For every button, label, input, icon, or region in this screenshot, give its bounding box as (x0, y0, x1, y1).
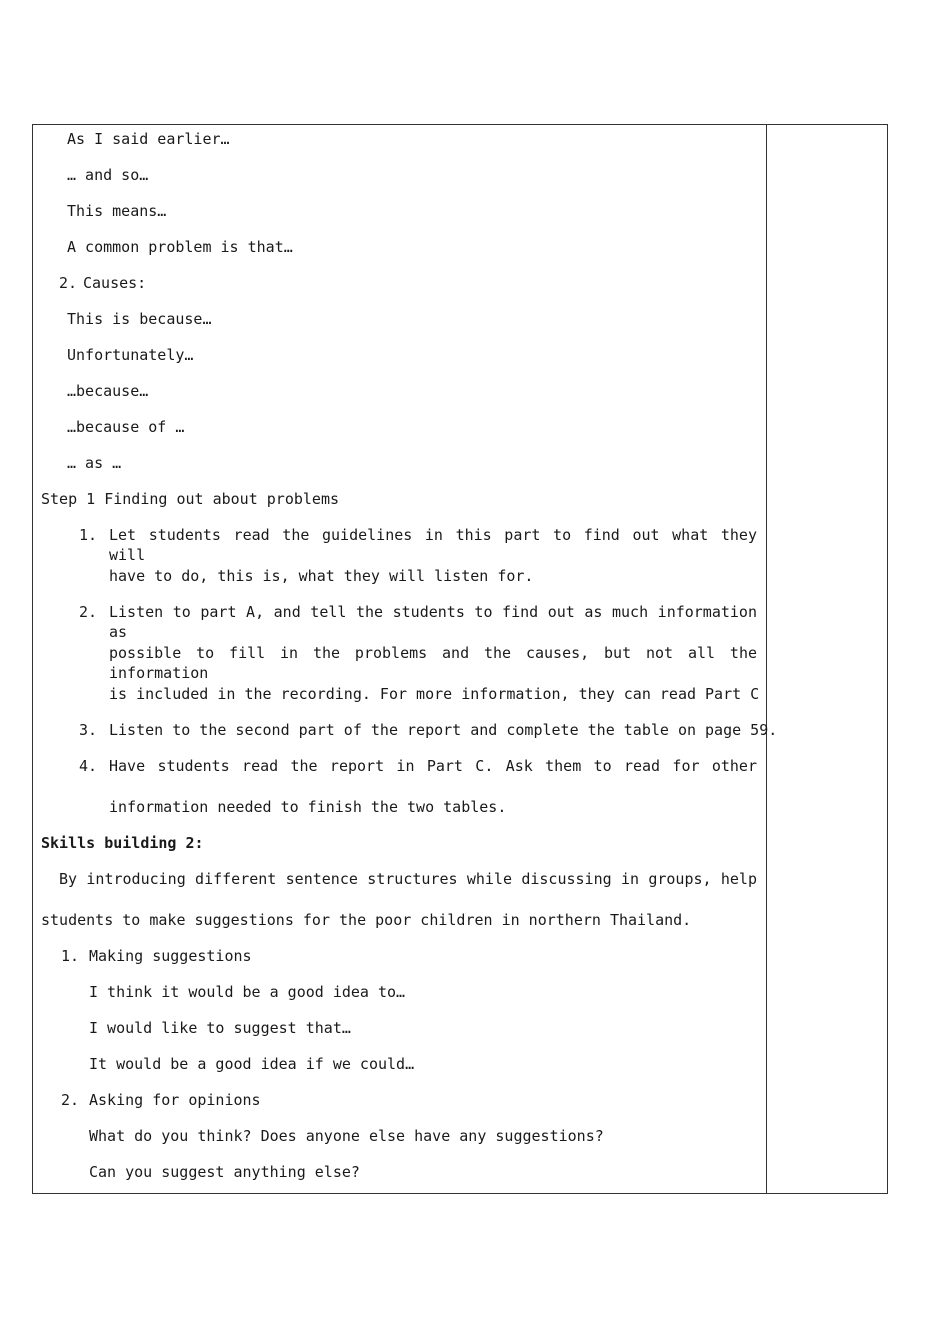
causes-heading: Causes: (83, 274, 147, 292)
skills2-heading: Skills building 2: (41, 834, 204, 852)
step1-item-number: 2. (79, 603, 98, 621)
step1-item-text: Have students read the report in Part C. Ask them to read for other (109, 757, 757, 775)
step1-item-text: Listen to part A, and tell the students to find out as much information as (109, 603, 757, 641)
lesson-table (32, 124, 888, 1194)
phrase-line: I think it would be a good idea to… (89, 983, 406, 1001)
skills2-intro: By introducing different sentence structures while discussing in groups, help (59, 870, 757, 888)
phrase-line: It would be a good idea if we could… (89, 1055, 415, 1073)
section-title: Asking for opinions (89, 1091, 261, 1109)
step1-title: Step 1 Finding out about problems (41, 490, 340, 508)
step1-item-number: 3. (79, 721, 98, 739)
phrase-line: … as … (67, 454, 122, 472)
phrase-line: This means… (67, 202, 167, 220)
phrase-line: …because of … (67, 418, 185, 436)
step1-item-number: 4. (79, 757, 98, 775)
column-divider (766, 125, 767, 1193)
skills2-intro: students to make suggestions for the poor children in northern Thailand. (41, 911, 692, 929)
section-number: 1. (61, 947, 80, 965)
phrase-line: Unfortunately… (67, 346, 194, 364)
step1-item-number: 1. (79, 526, 98, 544)
step1-item-text: Listen to the second part of the report and complete the table on page 59. (109, 721, 778, 739)
phrase-line: I would like to suggest that… (89, 1019, 351, 1037)
step1-item-text: Let students read the guidelines in this part to find out what they will (109, 526, 757, 564)
step1-item-text: possible to fill in the problems and the causes, but not all the information (109, 644, 757, 682)
phrase-line: As I said earlier… (67, 130, 230, 148)
phrase-line: Can you suggest anything else? (89, 1163, 360, 1181)
phrase-line: This is because… (67, 310, 212, 328)
phrase-line: … and so… (67, 166, 149, 184)
step1-item-text: is included in the recording. For more information, they can read Part C (109, 685, 760, 703)
phrase-line: A common problem is that… (67, 238, 293, 256)
causes-number: 2. (59, 274, 78, 292)
phrase-line: …because… (67, 382, 149, 400)
phrase-line: What do you think? Does anyone else have any suggestions? (89, 1127, 604, 1145)
section-number: 2. (61, 1091, 80, 1109)
step1-item-text: have to do, this is, what they will listen for. (109, 567, 534, 585)
section-title: Making suggestions (89, 947, 252, 965)
step1-item-text: information needed to finish the two tables. (109, 798, 507, 816)
